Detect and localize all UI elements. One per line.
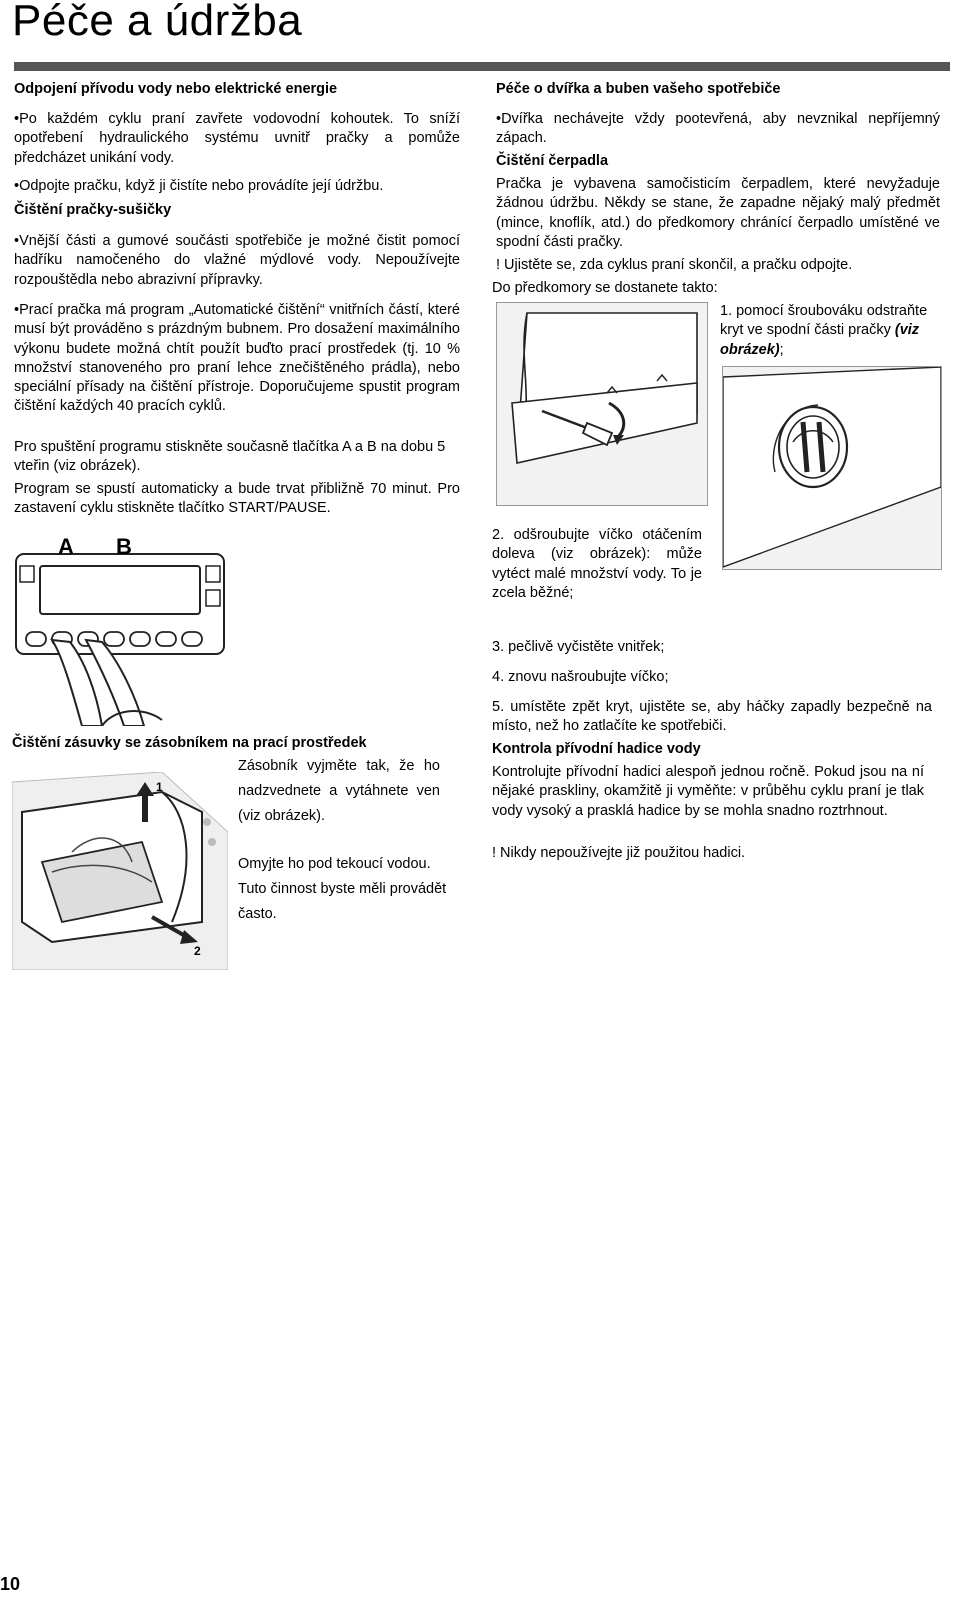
heading-cleaning-washer: Čištění pračky-sušičky	[14, 202, 172, 218]
bullet-unplug: •Odpojte pračku, když ji čistíte nebo provádíte její údržbu.	[14, 178, 384, 194]
bullet-dot: •	[14, 233, 20, 249]
bullet-auto-clean: •Prací pračka má program „Automatické čištění“ vnitřních částí, které musí být prováděno s prázdným bubnem. Pro dosažení maximálního výkonu budete možná chtít použít buďto prací prostředek (tj. 10 % množství stanoveného pro praní lehce znečištěného prádla), nebo speciální přísady na čištění přístroje. Doporučujeme spustit program čištění každých 40 pracích cyklů.	[14, 302, 460, 415]
para-duration: Program se spustí automaticky a bude trvat přibližně 70 minut. Pro zastavení cyklu stiskněte tlačítko START/PAUSE.	[14, 481, 460, 517]
bullet-exterior: •Vnější části a gumové součásti spotřebiče je možné čistit pomocí hadříku namočeného do vlažné mýdlové vody. Nepoužívejte rozpouštědla nebo abrazivní přípravky.	[14, 233, 460, 288]
figure-detergent-drawer	[12, 772, 228, 970]
heading-hose-check: Kontrola přívodní hadice vody	[492, 741, 701, 757]
para-drawer-wash: Omyjte ho pod tekoucí vodou. Tuto činnost byste měli provádět často.	[238, 856, 447, 922]
heading-drawer-cleaning: Čištění zásuvky se zásobníkem na prací prostředek	[12, 735, 367, 751]
para-step-1: 1. pomocí šroubováku odstraňte kryt ve spodní části pračky (viz obrázek);	[720, 303, 928, 358]
figure-remove-cover	[496, 302, 708, 506]
para-pump-warning: ! Ujistěte se, zda cyklus praní skončil, a pračku odpojte.	[496, 257, 853, 273]
heading-disconnect: Odpojení přívodu vody nebo elektrické energie	[14, 81, 338, 97]
bullet-dot: •	[14, 302, 20, 318]
page-title: Péče a údržba	[12, 0, 303, 45]
drawer-step-2: 2	[194, 944, 201, 958]
para-drawer-remove: Zásobník vyjměte tak, že ho nadzvednete a vytáhnete ven (viz obrázek).	[238, 758, 440, 824]
title-rule	[14, 62, 950, 71]
bullet-close-tap: •Po každém cyklu praní zavřete vodovodní kohoutek. To sníží opotřebení hydraulického systému uvnitř pračky a pomůže předcházet unikání vody.	[14, 111, 460, 166]
drawer-step-1: 1	[156, 780, 163, 794]
pump-cap-illustration	[723, 367, 941, 569]
bullet-dot: •	[496, 111, 502, 127]
bullet-door-open: •Dvířka nechávejte vždy pootevřená, aby nevznikal nepříjemný zápach.	[496, 111, 940, 147]
page-number: 10	[0, 1574, 21, 1594]
bullet-dot: •	[14, 111, 20, 127]
drawer-illustration	[12, 772, 228, 970]
para-pump-access: Do předkomory se dostanete takto:	[492, 280, 718, 296]
para-hose-check: Kontrolujte přívodní hadici alespoň jednou ročně. Pokud jsou na ní nějaké praskliny, okamžitě ji vyměňte: v průběhu cyklu praní je tlak vody vysoký a prasklá hadice by se mohla snadno roztrhnout.	[492, 764, 924, 819]
para-step-2: 2. odšroubujte víčko otáčením doleva (viz obrázek): může vytéct malé množství vody. To je zcela běžné;	[492, 527, 702, 601]
para-step-3: 3. pečlivě vyčistěte vnitřek;	[492, 639, 665, 655]
bullet-dot: •	[14, 178, 20, 194]
screwdriver-illustration	[497, 303, 707, 505]
heading-pump-cleaning: Čištění čerpadla	[496, 153, 609, 169]
figure-unscrew-cap	[722, 366, 942, 570]
para-step-5: 5. umístěte zpět kryt, ujistěte se, aby háčky zapadly bezpečně na místo, než ho zatlačíte ke spotřebiči.	[492, 699, 932, 735]
label-a: A	[58, 534, 74, 559]
para-pump-info: Pračka je vybavena samočisticím čerpadlem, které nevyžaduje žádnou údržbu. Někdy se stane, že zapadne nějaký malý předmět (mince, knoflík, atd.) do předkomory chránící čerpadlo umístěné ve spodní části pračky.	[496, 176, 940, 250]
heading-door-care: Péče o dvířka a buben vašeho spotřebiče	[496, 81, 781, 97]
para-hose-warning: ! Nikdy nepoužívejte již použitou hadici.	[492, 845, 746, 861]
figure-buttons-ab	[12, 530, 228, 726]
para-start-program: Pro spuštění programu stiskněte současně tlačítka A a B na dobu 5 vteřin (viz obrázek).	[14, 439, 446, 475]
para-step-4: 4. znovu našroubujte víčko;	[492, 669, 669, 685]
label-b: B	[116, 534, 132, 559]
